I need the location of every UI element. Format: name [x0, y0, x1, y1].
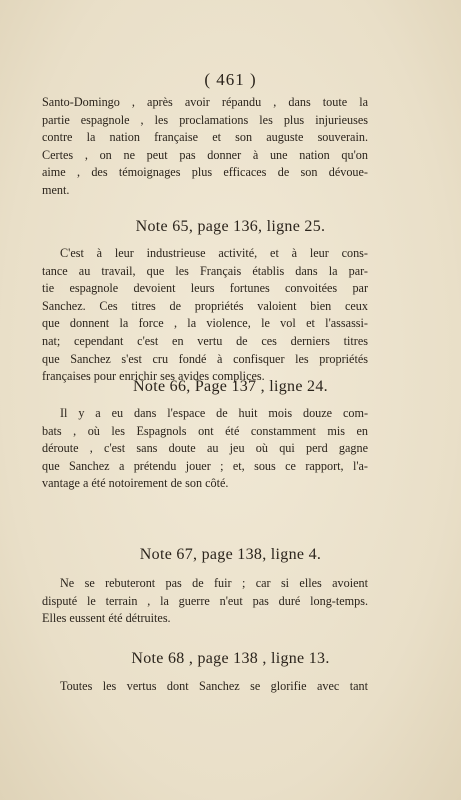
- note-67-heading: Note 67, page 138, ligne 4.: [139, 546, 322, 563]
- text-line: que Sanchez a prétendu jouer ; et, sous ce rapport, l'a-: [42, 458, 368, 473]
- text-line: déroute , c'est sans doute au jeu où qui perd gagne: [42, 441, 368, 456]
- note-65-heading: Note 65, page 136, ligne 25.: [135, 218, 326, 235]
- text-line: que donnent la force , la violence, le vol et l'assassi-: [42, 316, 368, 331]
- text-line: partie espagnole , les proclamations les plus injurieuses: [42, 112, 368, 127]
- text-line: vantage a été notoirement de son côté.: [42, 476, 229, 491]
- text-line: tie espagnole devoient leurs fortunes convoitées par: [42, 281, 368, 296]
- text-line: aime , des témoignages plus efficaces de son dévoue-: [42, 165, 368, 180]
- text-line: contre la nation française et son auguste souverain.: [42, 130, 368, 145]
- text-line: Ne se rebuteront pas de fuir ; car si elles avoient: [60, 576, 368, 590]
- page-number: ( 461 ): [204, 70, 257, 89]
- text-line: C'est à leur industrieuse activité, et à leur cons-: [60, 246, 368, 260]
- note-66-paragraph: [42, 405, 368, 493]
- text-line: Elles eussent été détruites.: [42, 611, 171, 626]
- text-line: disputé le terrain , la guerre n'eut pas duré long-temps.: [42, 593, 368, 608]
- intro-paragraph: [42, 94, 368, 200]
- note-68-paragraph: [42, 678, 368, 696]
- text-line: françaises pour enrichir ses avides complices.: [42, 369, 265, 384]
- text-line: Santo-Domingo , après avoir répandu , dans toute la: [42, 95, 368, 109]
- text-line: tance au travail, que les Français établis dans la par-: [42, 263, 368, 278]
- note-67-paragraph: [42, 575, 368, 628]
- text-line: Toutes les vertus dont Sanchez se glorifie avec tant: [60, 679, 368, 693]
- text-line: Sanchez. Ces titres de propriétés valoient bien ceux: [42, 298, 368, 313]
- text-line: nat; cependant c'est en vertu de ces derniers titres: [42, 333, 368, 348]
- note-66-heading: Note 66, Page 137 , ligne 24.: [133, 378, 328, 395]
- text-line: Certes , on ne peut pas donner à une nation qu'on: [42, 147, 368, 162]
- note-68-heading: Note 68 , page 138 , ligne 13.: [131, 650, 330, 667]
- text-line: que Sanchez s'est cru fondé à confisquer les propriétés: [42, 351, 368, 366]
- text-line: Il y a eu dans l'espace de huit mois douze com-: [60, 406, 368, 420]
- text-line: bats , où les Espagnols ont été constamment mis en: [42, 423, 368, 438]
- note-65-paragraph: [42, 245, 368, 386]
- text-line: ment.: [42, 182, 70, 197]
